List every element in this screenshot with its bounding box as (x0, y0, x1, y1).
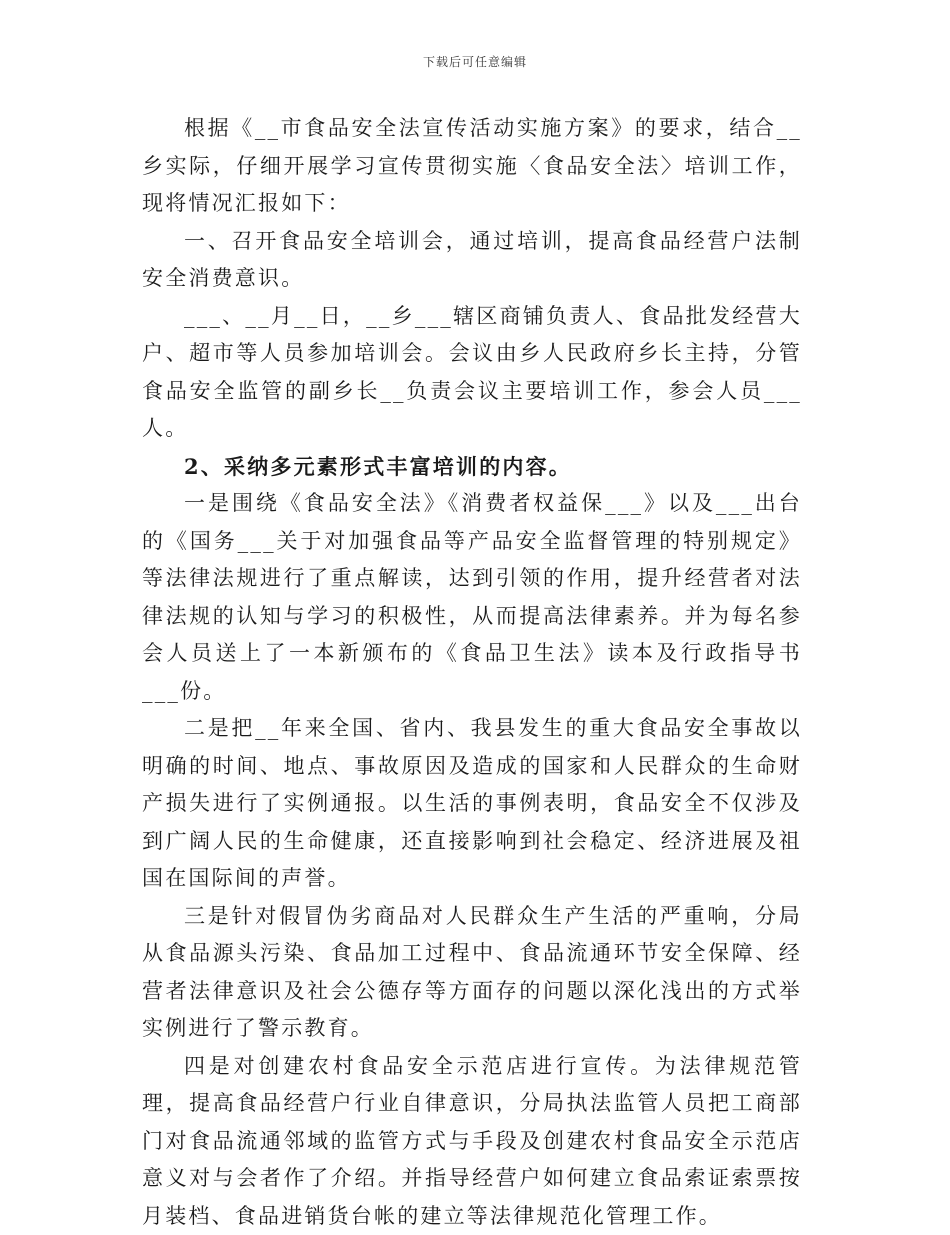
section-heading-2: 2、采纳多元素形式丰富培训的内容。 (142, 448, 802, 486)
intro-paragraph: 根据《__市食品安全法宣传活动实施方案》的要求，结合__乡实际，仔细开展学习宣传贯彻实施〈食品安全法〉培训工作，现将情况汇报如下： (142, 110, 802, 223)
point-one-paragraph: 一是围绕《食品安全法》《消费者权益保___》以及___出台的《国务___关于对加强食品等产品安全监督管理的特别规定》等法律法规进行了重点解读，达到引领的作用，提升经营者对法律法规的认知与学习的积极性，从而提高法律素养。并为每名参会人员送上了一本新颁布的《食品卫生法》读本及行政指导书___份。 (142, 485, 802, 710)
page-header: 下载后可任意编辑 (0, 53, 950, 70)
point-two-paragraph: 二是把__年来全国、省内、我县发生的重大食品安全事故以明确的时间、地点、事故原因及造成的国家和人民群众的生命财产损失进行了实例通报。以生活的事例表明，食品安全不仅涉及到广阔人民的生命健康，还直接影响到社会稳定、经济进展及祖国在国际间的声誉。 (142, 710, 802, 898)
point-three-paragraph: 三是针对假冒伪劣商品对人民群众生产生活的严重响，分局从食品源头污染、食品加工过程中、食品流通环节安全保障、经营者法律意识及社会公德存等方面存的问题以深化浅出的方式举实例进行了警示教育。 (142, 898, 802, 1048)
meeting-paragraph: ___、__月__日，__乡___辖区商铺负责人、食品批发经营大户、超市等人员参加培训会。会议由乡人民政府乡长主持，分管食品安全监管的副乡长__负责会议主要培训工作，参会人员___人。 (142, 298, 802, 448)
section-heading-1: 一、召开食品安全培训会，通过培训，提高食品经营户法制安全消费意识。 (142, 223, 802, 298)
document-body (142, 110, 802, 1235)
point-four-paragraph: 四是对创建农村食品安全示范店进行宣传。为法律规范管理，提高食品经营户行业自律意识，分局执法监管人员把工商部门对食品流通邻域的监管方式与手段及创建农村食品安全示范店意义对与会者作了介绍。并指导经营户如何建立食品索证索票按月装档、食品进销货台帐的建立等法律规范化管理工作。 (142, 1048, 802, 1235)
